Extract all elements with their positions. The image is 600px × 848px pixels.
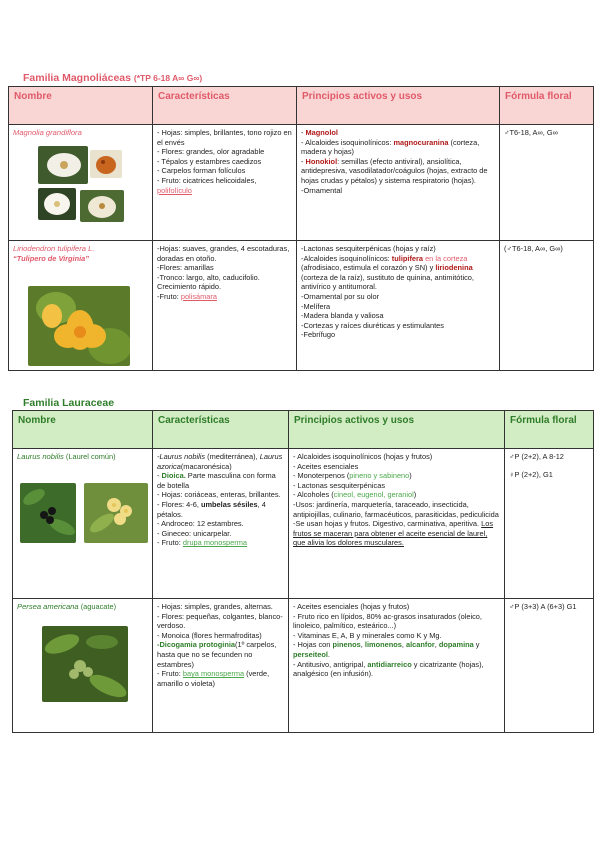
laurel-berries-photo	[20, 483, 76, 543]
species-name: Liriodendron tulipifera L.	[13, 244, 95, 253]
fruit-term-link: baya monosperma	[182, 669, 245, 679]
formula-cell: ♂P (2+2), A 8-12 ♀P (2+2), G1	[505, 449, 594, 599]
col-header-principios: Principios activos y usos	[289, 411, 505, 449]
fruit-term-link: polisámara	[180, 291, 217, 301]
col-header-formula: Fórmula floral	[500, 87, 594, 125]
common-name: “Tulipero de Virginia”	[13, 253, 89, 263]
species-name: Magnolia grandiflora	[13, 128, 82, 137]
caracteristicas-cell: - Hojas: simples, brillantes, tono rojizo en el envés - Flores: grandes, olor agradable - Tépalos y estambres caedizos - Carpelos forman folículos - Fruto: cicatrices helicoidales, polifolículo	[153, 125, 297, 241]
col-header-principios: Principios activos y usos	[297, 87, 500, 125]
lauraceae-title: Familia Lauraceae	[23, 397, 115, 409]
col-header-caracteristicas: Características	[153, 87, 297, 125]
tulip-tree-flower-photo	[28, 286, 130, 366]
fruit-term-link: polifolículo	[157, 185, 192, 195]
avocado-tree-photo	[42, 626, 128, 702]
magnolia-flower-photo-1	[38, 146, 88, 184]
principios-cell: - Magnolol - Alcaloides isoquinolínicos: magnocuranina (corteza, madera y hojas) - Honokiol: semillas (efecto antiviral), ansiolítica, antidepresiva, vasodilatador/coágulos (hojas, extracto de hojas crudas y pétalos) y sistema respiratorio (hojas). -Ornamental	[297, 125, 500, 241]
laurel-flowers-photo	[84, 483, 148, 543]
formula-cell: ♂T6-18, A∞, G∞	[500, 125, 594, 241]
species-name: Persea americana	[17, 602, 79, 611]
fruit-term-link: drupa monosperma	[182, 538, 247, 548]
formula-cell: (♂T6-18, A∞, G∞)	[500, 241, 594, 371]
col-header-nombre: Nombre	[9, 87, 153, 125]
common-name: (Laurel común)	[63, 452, 116, 461]
magnoliaceae-formula: (*TP 6-18 A∞ G∞)	[133, 73, 203, 83]
formula-cell: ♂P (3+3) A (6+3) G1	[505, 599, 594, 733]
principios-cell: - Aceites esenciales (hojas y frutos) - Fruto rico en lípidos, 80% ac-grasos insaturados (oleico, linoleico, palmítico, esteárico...) - Vitaminas E, A, B y minerales como K y Mg. - Hojas con pinenos, limonenos, alcanfor, dopamina y perseiteol. - Antitusivo, antigripal, antidiarreico y cicatrizante (hojas), analgésico (en infusión).	[289, 599, 505, 733]
magnoliaceae-title: Familia Magnoliáceas (*TP 6-18 A∞ G∞)	[23, 72, 203, 84]
magnolia-flower-photo-2	[38, 188, 76, 220]
principios-cell: -Lactonas sesquiterpénicas (hojas y raíz) -Alcaloides isoquinolínicos: tulipifera en la corteza (afrodisiaco, estimula el corazón y SN) y liriodenina (corteza de la raíz), sustituto de quinina, antimitótico, antivírico y antitumoral. -Ornamental por su olor -Melífera -Madera blanda y valiosa -Cortezas y raíces diuréticas y estimulantes -Febrífugo	[297, 241, 500, 371]
col-header-formula: Fórmula floral	[505, 411, 594, 449]
species-name: Laurus nobilis	[17, 452, 64, 461]
magnolia-flower-photo-3	[80, 190, 124, 222]
magnolia-fruit-photo	[90, 150, 122, 178]
common-name: (aguacate)	[78, 602, 117, 611]
caracteristicas-cell: - Hojas: simples, grandes, alternas. - Flores: pequeñas, colgantes, blanco-verdoso. - Monoica (flores hermafroditas) -Dicogamia protoginia(1º carpelos, hasta que no se fecunden no estambres) - Fruto: baya monosperma (verde, amarillo o violeta)	[153, 599, 289, 733]
principios-cell: - Alcaloides isoquinolínicos (hojas y frutos) - Aceites esenciales - Monoterpenos (pineno y sabineno) - Lactonas sesquiterpénicas - Alcoholes (cineol, eugenol, geraniol) -Usos: jardinería, marquetería, taraceado, insecticida, antipiojillas, culinario, farmacéuticos, parasiticidas, pediculicida -Se usan hojas y frutos. Digestivo, carminativa, aperitiva. Los frutos se maceran para obtener el aceite esencial de laurel, que alivia los dolores musculares.	[289, 449, 505, 599]
table-row	[9, 125, 594, 241]
col-header-caracteristicas: Características	[153, 411, 289, 449]
caracteristicas-cell: -Laurus nobilis (mediterránea), Laurus azorica(macaronésica) - Dioica. Parte masculina con forma de botella - Hojas: coriáceas, enteras, brillantes. - Flores: 4-6, umbelas sésiles, 4 pétalos. - Androceo: 12 estambres. - Gineceo: unicarpelar. - Fruto: drupa monosperma	[153, 449, 289, 599]
caracteristicas-cell: -Hojas: suaves, grandes, 4 escotaduras, doradas en otoño. -Flores: amarillas -Tronco: largo, alto, caducifolio. Crecimiento rápido. -Fruto: polisámara	[153, 241, 297, 371]
col-header-nombre: Nombre	[13, 411, 153, 449]
